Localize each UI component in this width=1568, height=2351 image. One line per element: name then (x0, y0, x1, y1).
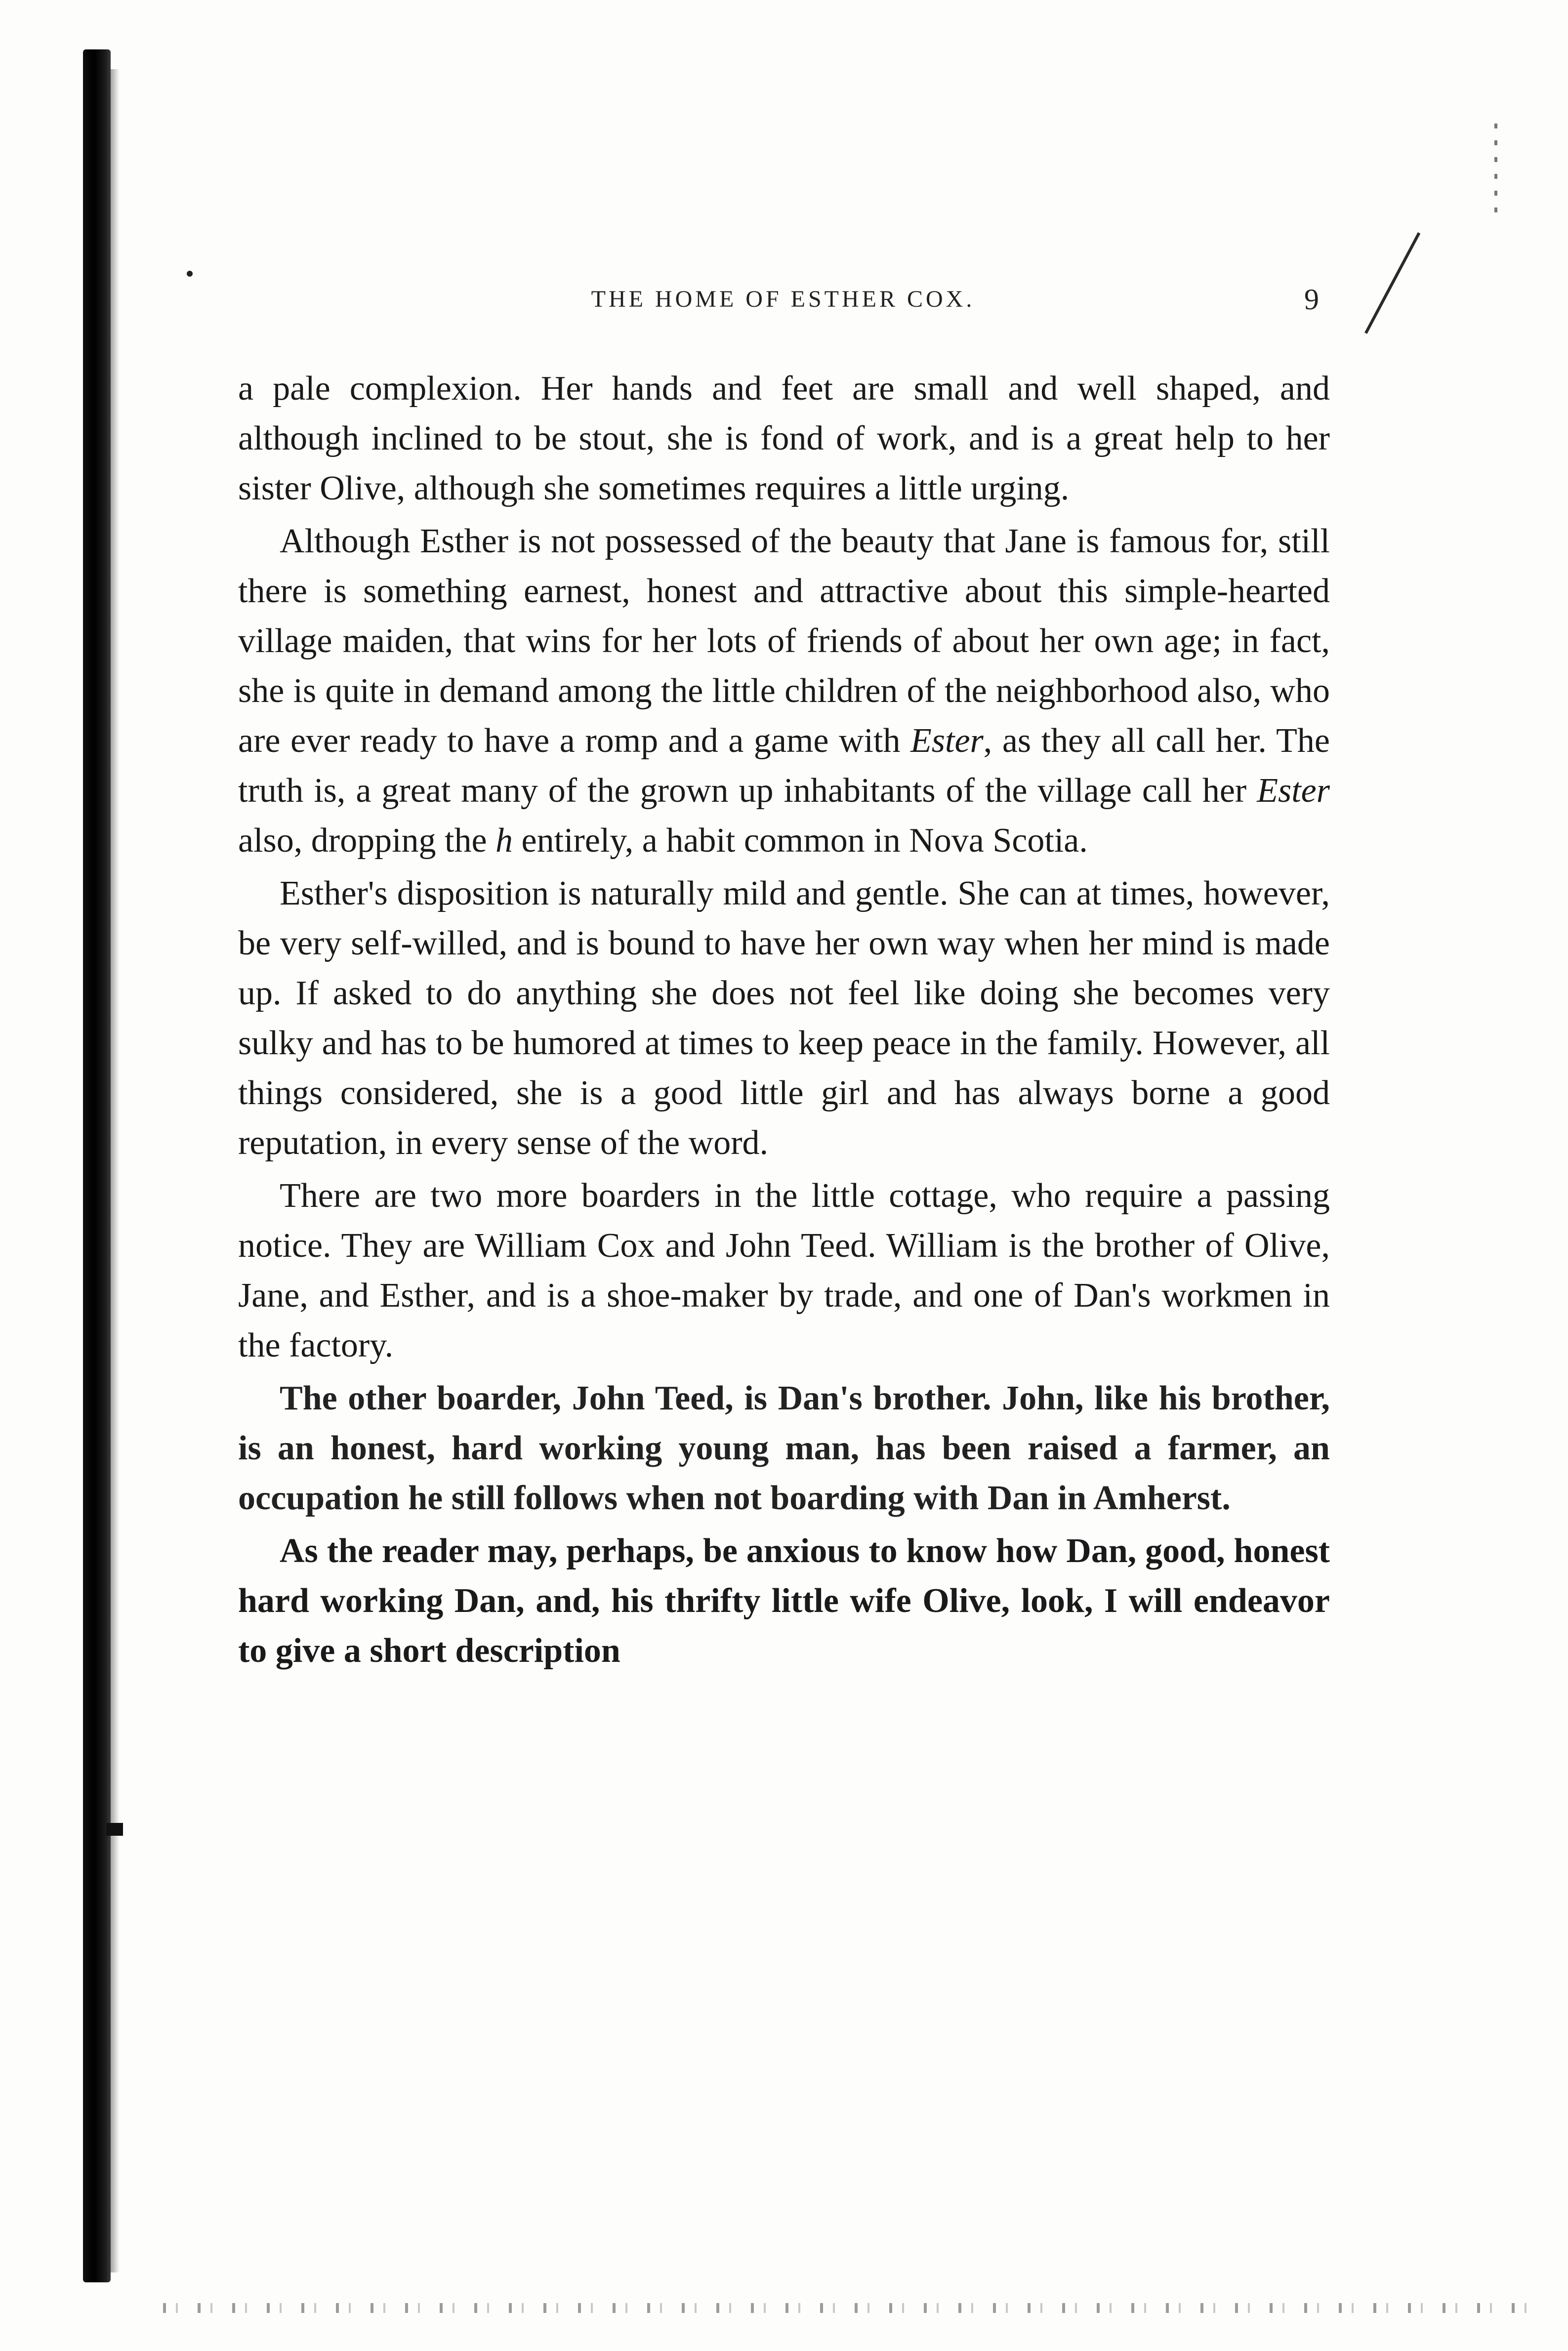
running-head: THE HOME OF ESTHER COX. (591, 286, 975, 312)
paragraph-3 (238, 868, 1330, 1168)
paragraph-3-text: Esther's disposition is naturally mild and gentle. She can at times, however, be very self-willed, and is bound to have her own way when her mind is made up. If asked to do anything she does not feel like doing she becomes very sulky and has to be humored at times to keep peace in the family. However, all things considered, she is a good little girl and has always borne a good reputation, in every sense of the word. (238, 874, 1330, 1162)
scan-noise-bottom (163, 2303, 1546, 2313)
book-binding-edge (83, 49, 111, 2282)
paragraph-6-text: As the reader may, perhaps, be anxious to know how Dan, good, honest hard working Dan, and, his thrifty little wife Olive, look, I will endeavor to give a short description (238, 1532, 1330, 1670)
paragraph-5-text: The other boarder, John Teed, is Dan's brother. John, like his brother, is an honest, hard working young man, has been raised a farmer, an occupation he still follows when not boarding with Dan in Amherst. (238, 1379, 1330, 1517)
margin-pencil-mark (1364, 232, 1420, 334)
paragraph-4 (238, 1171, 1330, 1370)
margin-dotted-mark (1494, 124, 1497, 212)
italic-ester: Ester (910, 722, 984, 760)
paragraph-4-text: There are two more boarders in the little cottage, who require a passing notice. They are William Cox and John Teed. William is the brother of Olive, Jane, and Esther, and is a shoe-maker by trade, and one of Dan's workmen in the factory. (238, 1177, 1330, 1364)
paragraph-2 (238, 516, 1330, 866)
italic-letter-h: h (495, 822, 513, 860)
paragraph-2-text: entirely, a habit common in Nova Scotia. (513, 822, 1088, 860)
page-number: 9 (1304, 283, 1319, 316)
paragraph-1 (238, 364, 1330, 513)
paragraph-2-text: also, dropping the (238, 822, 496, 860)
binding-notch (106, 1823, 123, 1836)
paragraph-5 (238, 1373, 1330, 1523)
scan-speck (187, 271, 193, 277)
binding-shadow (111, 69, 120, 2272)
paragraph-6 (238, 1526, 1330, 1676)
body-text (238, 364, 1330, 1679)
italic-ester: Ester (1257, 772, 1330, 810)
paragraph-2-text: Although Esther is not possessed of the beauty that Jane is famous for, still there is something earnest, honest and attractive about this simple-hearted village maiden, that wins for her lots of friends of about her own age; in fact, she is quite in demand among the little children of the neighborhood also, who are ever ready to have a romp and a game with (238, 522, 1330, 760)
paragraph-2-text: , as they all call her. The truth is, a great many of the grown up inhabitants of the village call her (238, 722, 1330, 810)
paragraph-1-text: a pale complexion. Her hands and feet are small and well shaped, and although inclined to be stout, she is fond of work, and is a great help to her sister Olive, although she sometimes requires a little urging. (238, 370, 1330, 507)
